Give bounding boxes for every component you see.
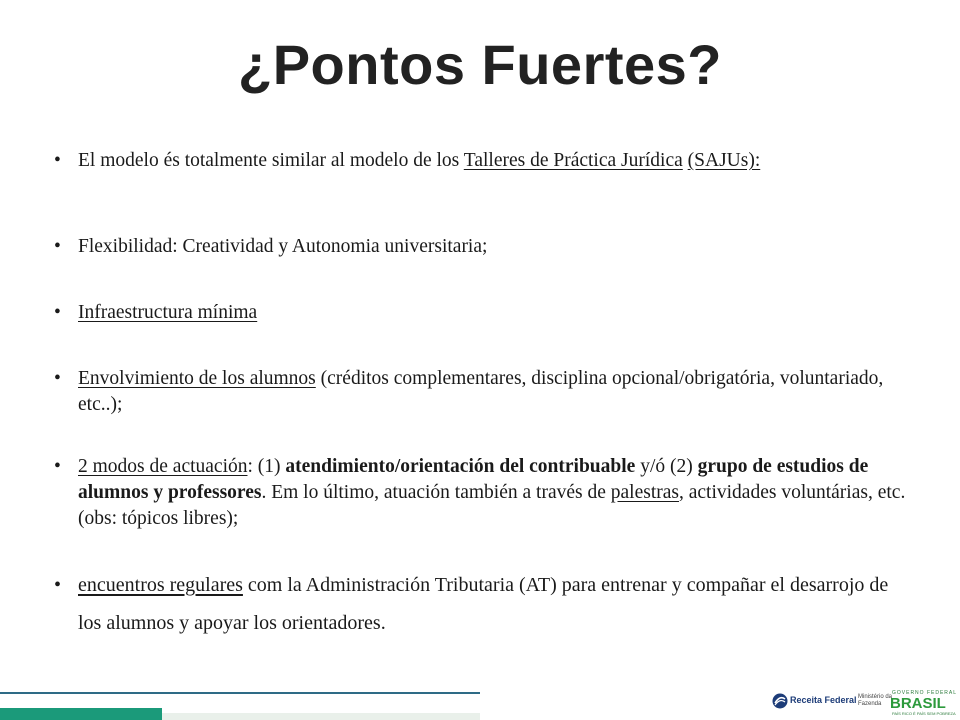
ministerio-fazenda-label: Ministério da Fazenda: [858, 694, 893, 707]
footer-stripe: [162, 713, 480, 720]
bullet-dot: •: [54, 150, 61, 171]
bullet-dot: •: [54, 574, 62, 596]
bullet-item-model: [54, 148, 914, 174]
bullet-text: El modelo és totalmente similar al modelo de los Talleres de Práctica Jurídica (SAJUs):: [78, 150, 761, 171]
bullet-text: Envolvimiento de los alumnos (créditos complementares, disciplina opcional/obrigatória, voluntariado, etc..);: [78, 368, 884, 415]
brasil-wordmark: BRASIL: [890, 695, 946, 712]
bullet-text: Infraestructura mínima: [78, 302, 258, 323]
brasil-government-logo: [890, 690, 958, 716]
brasil-slogan: PAÍS RICO É PAÍS SEM POBREZA: [892, 711, 956, 716]
receita-federal-logo: [772, 692, 857, 712]
bullet-text: encuentros regulares com la Administración Tributaria (AT) para entrenar y compañar el desarrojo de los alumnos y apoyar los orientadores.: [78, 574, 889, 634]
bullet-dot: •: [54, 236, 61, 257]
bullet-text: 2 modos de actuación: (1) atendimiento/orientación del contribuable y/ó (2) grupo de estudios de alumnos y professores. Em lo último, atuación también a través de palestras, actividades voluntárias, etc. (obs: tópicos libres);: [78, 456, 906, 529]
bullet-item-infrastructure: [54, 300, 914, 326]
receita-federal-icon: [772, 693, 788, 709]
bullet-dot: •: [54, 302, 61, 323]
bullet-item-students: [54, 366, 914, 418]
receita-federal-label: Receita Federal: [790, 695, 857, 705]
bullet-dot: •: [54, 368, 61, 389]
bullet-text: Flexibilidad: Creatividad y Autonomia universitaria;: [78, 236, 488, 257]
governo-federal-label: GOVERNO FEDERAL: [892, 690, 958, 696]
bullet-item-meetings: [54, 566, 914, 642]
slide-title: ¿Pontos Fuertes?: [237, 33, 723, 96]
bullet-dot: •: [54, 456, 61, 477]
bullet-item-modes: [54, 454, 914, 532]
footer-divider: [0, 692, 480, 694]
bullet-item-flexibility: [54, 234, 914, 260]
footer-accent-bar: [0, 708, 162, 720]
